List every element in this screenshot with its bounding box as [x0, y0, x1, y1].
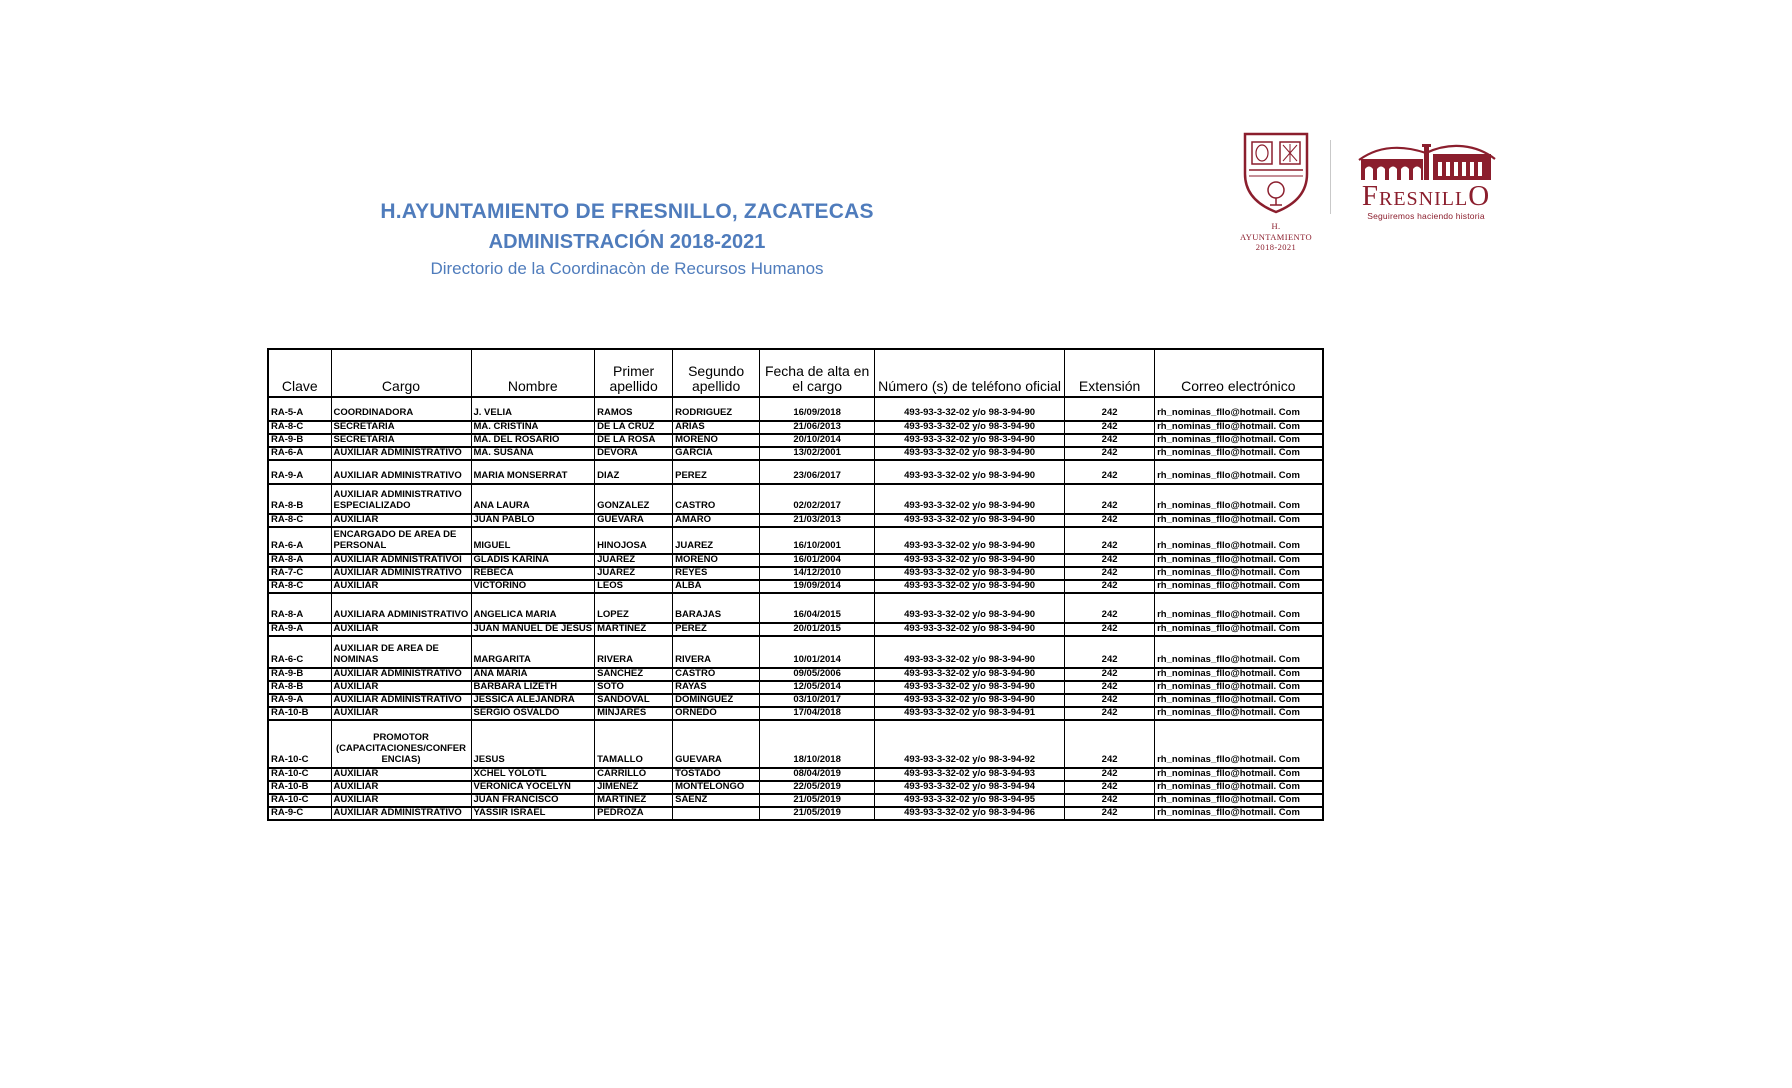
table-cell: ANA MARIA [471, 668, 595, 681]
table-cell: JUAN MANUEL DE JESUS [471, 623, 595, 636]
table-cell: 493-93-3-32-02 y/o 98-3-94-90 [875, 623, 1065, 636]
table-cell: rh_nominas_fllo@hotmail. Com [1155, 580, 1323, 593]
table-cell: MARTINEZ [595, 794, 673, 807]
crest-shield-icon [1237, 130, 1315, 216]
crest-caption-line1: H. AYUNTAMIENTO [1239, 221, 1313, 242]
table-cell: 493-93-3-32-02 y/o 98-3-94-93 [875, 768, 1065, 781]
column-header-correo: Correo electrónico [1155, 349, 1323, 397]
table-row [268, 567, 1323, 580]
table-cell: 13/02/2001 [760, 447, 875, 460]
table-cell: 493-93-3-32-02 y/o 98-3-94-90 [875, 593, 1065, 623]
table-cell: REYES [673, 567, 760, 580]
table-row [268, 707, 1323, 720]
table-cell: 242 [1065, 668, 1155, 681]
table-cell: AUXILIAR [331, 768, 471, 781]
table-cell: 21/06/2013 [760, 421, 875, 434]
table-cell: GUEVARA [595, 514, 673, 527]
table-cell: 493-93-3-32-02 y/o 98-3-94-90 [875, 447, 1065, 460]
table-cell: 02/02/2017 [760, 484, 875, 514]
table-cell: CASTRO [673, 484, 760, 514]
page-subtitle-administration: ADMINISTRACIÓN 2018-2021 [488, 231, 766, 253]
wordmark-first-letter: F [1361, 180, 1379, 212]
wordmark-middle: RESNILL [1378, 188, 1469, 210]
table-cell: RA-6-C [268, 636, 331, 668]
table-cell: AUXILIAR [331, 707, 471, 720]
table-cell: DIAZ [595, 460, 673, 484]
table-row [268, 668, 1323, 681]
crest-caption-line2: 2018-2021 [1255, 242, 1297, 253]
page-title: H.AYUNTAMIENTO DE FRESNILLO, ZACATECAS [380, 200, 874, 223]
table-cell: MA. DEL ROSARIO [471, 434, 595, 447]
table-cell: MARGARITA [471, 636, 595, 668]
table-cell: ALBA [673, 580, 760, 593]
table-cell: REBECA [471, 567, 595, 580]
table-row [268, 694, 1323, 707]
table-header-row [268, 349, 1323, 397]
table-cell: 14/12/2010 [760, 567, 875, 580]
logo-divider [1330, 140, 1331, 214]
table-cell: 242 [1065, 447, 1155, 460]
table-cell: HINOJOSA [595, 527, 673, 554]
table-cell: GUEVARA [673, 720, 760, 768]
table-cell: COORDINADORA [331, 397, 471, 421]
table-cell: AUXILIAR ADMINISTRATIVO [331, 668, 471, 681]
table-cell: RA-9-C [268, 807, 331, 820]
table-cell: MORENO [673, 434, 760, 447]
table-cell: 242 [1065, 460, 1155, 484]
table-cell: 493-93-3-32-02 y/o 98-3-94-90 [875, 397, 1065, 421]
table-cell: MINJARES [595, 707, 673, 720]
table-cell: rh_nominas_fllo@hotmail. Com [1155, 794, 1323, 807]
table-cell: rh_nominas_fllo@hotmail. Com [1155, 460, 1323, 484]
table-cell: SOTO [595, 681, 673, 694]
table-cell: rh_nominas_fllo@hotmail. Com [1155, 694, 1323, 707]
table-cell: 493-93-3-32-02 y/o 98-3-94-90 [875, 636, 1065, 668]
table-cell: RA-10-B [268, 707, 331, 720]
table-row [268, 447, 1323, 460]
table-cell: rh_nominas_fllo@hotmail. Com [1155, 807, 1323, 820]
table-cell: 493-93-3-32-02 y/o 98-3-94-94 [875, 781, 1065, 794]
table-cell: 21/05/2019 [760, 807, 875, 820]
page-subtitle-directory: Directorio de la Coordinacòn de Recursos Humanos [430, 259, 824, 278]
table-cell: rh_nominas_fllo@hotmail. Com [1155, 781, 1323, 794]
table-cell: 08/04/2019 [760, 768, 875, 781]
table-cell: AUXILIAR ADMINISTRATIVO [331, 460, 471, 484]
table-cell: RA-10-C [268, 768, 331, 781]
table-cell: 242 [1065, 807, 1155, 820]
table-cell: 242 [1065, 514, 1155, 527]
table-cell: LEOS [595, 580, 673, 593]
table-cell: BARAJAS [673, 593, 760, 623]
table-cell: AUXILIAR ADMINISTRATIVO [331, 567, 471, 580]
table-cell: ARIAS [673, 421, 760, 434]
table-cell: rh_nominas_fllo@hotmail. Com [1155, 397, 1323, 421]
table-cell: MARIA MONSERRAT [471, 460, 595, 484]
fresnillo-wordmark [1352, 180, 1500, 212]
table-cell: RA-8-B [268, 484, 331, 514]
table-cell: 242 [1065, 580, 1155, 593]
table-cell: AUXILIAR DE AREA DE NOMINAS [331, 636, 471, 668]
table-cell: rh_nominas_fllo@hotmail. Com [1155, 421, 1323, 434]
table-cell: JUAN FRANCISCO [471, 794, 595, 807]
table-cell: SAENZ [673, 794, 760, 807]
table-cell: rh_nominas_fllo@hotmail. Com [1155, 707, 1323, 720]
table-cell: RODRIGUEZ [673, 397, 760, 421]
document-header [267, 200, 987, 279]
table-cell: 16/09/2018 [760, 397, 875, 421]
table-cell: 20/01/2015 [760, 623, 875, 636]
municipal-crest-logo [1236, 130, 1316, 253]
table-cell: MONTELONGO [673, 781, 760, 794]
column-header-fecha-alta: Fecha de alta en el cargo [760, 349, 875, 397]
table-cell: 493-93-3-32-02 y/o 98-3-94-95 [875, 794, 1065, 807]
fresnillo-tagline: Seguiremos haciendo historia [1367, 211, 1485, 221]
table-cell: RA-10-C [268, 794, 331, 807]
table-cell: 242 [1065, 707, 1155, 720]
table-cell: RA-6-A [268, 447, 331, 460]
table-cell: MA. CRISTINA [471, 421, 595, 434]
table-row [268, 484, 1323, 514]
table-row [268, 554, 1323, 567]
table-row [268, 681, 1323, 694]
table-cell: 493-93-3-32-02 y/o 98-3-94-90 [875, 484, 1065, 514]
table-cell: AUXILIARA ADMINISTRATIVO [331, 593, 471, 623]
table-cell: CASTRO [673, 668, 760, 681]
table-cell: DEVORA [595, 447, 673, 460]
table-cell: 493-93-3-32-02 y/o 98-3-94-90 [875, 554, 1065, 567]
table-cell: RA-6-A [268, 527, 331, 554]
table-cell: 493-93-3-32-02 y/o 98-3-94-91 [875, 707, 1065, 720]
table-cell: 242 [1065, 527, 1155, 554]
table-cell: 242 [1065, 768, 1155, 781]
table-cell: PEREZ [673, 460, 760, 484]
table-cell: JUAN PABLO [471, 514, 595, 527]
fresnillo-logo [1352, 138, 1500, 221]
table-cell: 242 [1065, 623, 1155, 636]
table-cell: JESUS [471, 720, 595, 768]
table-cell: 17/04/2018 [760, 707, 875, 720]
table-row [268, 397, 1323, 421]
table-cell: 242 [1065, 397, 1155, 421]
table-cell: DE LA CRUZ [595, 421, 673, 434]
table-cell: GARCIA [673, 447, 760, 460]
table-cell: 09/05/2006 [760, 668, 875, 681]
table-cell: SECRETARIA [331, 434, 471, 447]
table-cell: AUXILIAR ADMINISTRATIVO [331, 447, 471, 460]
table-cell: RA-7-C [268, 567, 331, 580]
table-cell: AMARO [673, 514, 760, 527]
table-cell: RAYAS [673, 681, 760, 694]
table-row [268, 527, 1323, 554]
table-cell: RA-9-A [268, 623, 331, 636]
table-cell: rh_nominas_fllo@hotmail. Com [1155, 434, 1323, 447]
table-cell: 242 [1065, 636, 1155, 668]
table-cell: AUXILIAR [331, 580, 471, 593]
table-cell: AUXILIAR [331, 681, 471, 694]
column-header-telefono: Número (s) de teléfono oficial [875, 349, 1065, 397]
column-header-clave: Clave [268, 349, 331, 397]
table-cell: RA-10-B [268, 781, 331, 794]
table-row [268, 636, 1323, 668]
table-cell: 493-93-3-32-02 y/o 98-3-94-90 [875, 434, 1065, 447]
table-cell: 242 [1065, 421, 1155, 434]
table-cell: rh_nominas_fllo@hotmail. Com [1155, 514, 1323, 527]
table-cell: PEREZ [673, 623, 760, 636]
table-cell: 493-93-3-32-02 y/o 98-3-94-90 [875, 567, 1065, 580]
table-cell: VICTORINO [471, 580, 595, 593]
table-cell: rh_nominas_fllo@hotmail. Com [1155, 593, 1323, 623]
table-cell: JUAREZ [595, 567, 673, 580]
wordmark-last-letter: O [1468, 180, 1491, 212]
directory-table-container [267, 348, 1324, 821]
column-header-extension: Extensión [1065, 349, 1155, 397]
table-cell: rh_nominas_fllo@hotmail. Com [1155, 567, 1323, 580]
table-cell: ENCARGADO DE AREA DE PERSONAL [331, 527, 471, 554]
table-cell: RA-8-B [268, 681, 331, 694]
table-cell: 493-93-3-32-02 y/o 98-3-94-96 [875, 807, 1065, 820]
table-cell: 12/05/2014 [760, 681, 875, 694]
table-cell: GLADIS KARINA [471, 554, 595, 567]
directory-table [267, 348, 1324, 821]
table-cell: LOPEZ [595, 593, 673, 623]
table-cell: SERGIO OSVALDO [471, 707, 595, 720]
table-cell: 19/09/2014 [760, 580, 875, 593]
table-cell: RA-8-A [268, 593, 331, 623]
table-cell: VERONICA YOCELYN [471, 781, 595, 794]
table-cell: rh_nominas_fllo@hotmail. Com [1155, 623, 1323, 636]
table-cell: 242 [1065, 593, 1155, 623]
table-row [268, 807, 1323, 820]
table-row [268, 421, 1323, 434]
table-cell: SANCHEZ [595, 668, 673, 681]
table-cell: SANDOVAL [595, 694, 673, 707]
table-cell: 22/05/2019 [760, 781, 875, 794]
table-cell: RA-9-B [268, 668, 331, 681]
table-cell: AUXILIAR ADMINISTRATIVO [331, 694, 471, 707]
table-row [268, 460, 1323, 484]
table-cell: MORENO [673, 554, 760, 567]
table-cell: RA-9-A [268, 460, 331, 484]
table-cell: DOMINGUEZ [673, 694, 760, 707]
table-cell: 493-93-3-32-02 y/o 98-3-94-90 [875, 421, 1065, 434]
table-cell: RA-5-A [268, 397, 331, 421]
table-cell: 21/03/2013 [760, 514, 875, 527]
table-row [268, 794, 1323, 807]
table-cell: rh_nominas_fllo@hotmail. Com [1155, 720, 1323, 768]
table-row [268, 434, 1323, 447]
table-cell: rh_nominas_fllo@hotmail. Com [1155, 768, 1323, 781]
table-cell: JESSICA ALEJANDRA [471, 694, 595, 707]
table-cell: PEDROZA [595, 807, 673, 820]
table-cell: 493-93-3-32-02 y/o 98-3-94-92 [875, 720, 1065, 768]
table-cell: 21/05/2019 [760, 794, 875, 807]
directory-table-body [268, 397, 1323, 820]
table-row [268, 768, 1323, 781]
column-header-cargo: Cargo [331, 349, 471, 397]
table-cell: 493-93-3-32-02 y/o 98-3-94-90 [875, 514, 1065, 527]
table-cell: RA-10-C [268, 720, 331, 768]
table-cell: 18/10/2018 [760, 720, 875, 768]
table-cell: YASSIR ISRAEL [471, 807, 595, 820]
table-cell: ANGELICA MARIA [471, 593, 595, 623]
table-cell: 493-93-3-32-02 y/o 98-3-94-90 [875, 580, 1065, 593]
table-cell: RA-8-C [268, 514, 331, 527]
table-cell: RA-9-A [268, 694, 331, 707]
column-header-nombre: Nombre [471, 349, 595, 397]
table-cell: RA-9-B [268, 434, 331, 447]
table-cell: 493-93-3-32-02 y/o 98-3-94-90 [875, 681, 1065, 694]
table-cell: RA-8-C [268, 421, 331, 434]
table-cell [673, 807, 760, 820]
table-cell: MA. SUSANA [471, 447, 595, 460]
table-cell: rh_nominas_fllo@hotmail. Com [1155, 447, 1323, 460]
table-cell: AUXILIAR [331, 623, 471, 636]
table-cell: 242 [1065, 794, 1155, 807]
table-cell: MIGUEL [471, 527, 595, 554]
table-cell: 16/04/2015 [760, 593, 875, 623]
table-cell: XCHEL YOLOTL [471, 768, 595, 781]
table-row [268, 623, 1323, 636]
table-cell: RIVERA [595, 636, 673, 668]
table-cell: RAMOS [595, 397, 673, 421]
column-header-segundo-apellido: Segundo apellido [673, 349, 760, 397]
table-cell: GONZALEZ [595, 484, 673, 514]
table-cell: J. VELIA [471, 397, 595, 421]
table-cell: 242 [1065, 434, 1155, 447]
table-cell: 242 [1065, 781, 1155, 794]
table-cell: ORNEDO [673, 707, 760, 720]
table-cell: 493-93-3-32-02 y/o 98-3-94-90 [875, 668, 1065, 681]
fresnillo-skyline-icon [1353, 138, 1499, 180]
table-cell: 493-93-3-32-02 y/o 98-3-94-90 [875, 694, 1065, 707]
table-row [268, 720, 1323, 768]
table-cell: BARBARA LIZETH [471, 681, 595, 694]
table-cell: rh_nominas_fllo@hotmail. Com [1155, 636, 1323, 668]
table-row [268, 593, 1323, 623]
table-cell: SECRETARIA [331, 421, 471, 434]
table-cell: RIVERA [673, 636, 760, 668]
table-cell: rh_nominas_fllo@hotmail. Com [1155, 527, 1323, 554]
table-cell: 242 [1065, 720, 1155, 768]
table-cell: JUAREZ [673, 527, 760, 554]
table-row [268, 514, 1323, 527]
table-cell: TAMALLO [595, 720, 673, 768]
table-row [268, 580, 1323, 593]
column-header-primer-apellido: Primer apellido [595, 349, 673, 397]
table-cell: RA-8-A [268, 554, 331, 567]
table-cell: 493-93-3-32-02 y/o 98-3-94-90 [875, 527, 1065, 554]
table-cell: 242 [1065, 567, 1155, 580]
table-cell: 242 [1065, 681, 1155, 694]
table-cell: rh_nominas_fllo@hotmail. Com [1155, 554, 1323, 567]
table-cell: 493-93-3-32-02 y/o 98-3-94-90 [875, 460, 1065, 484]
table-cell: RA-8-C [268, 580, 331, 593]
table-cell: AUXILIAR [331, 794, 471, 807]
table-cell: AUXILIAR [331, 514, 471, 527]
table-cell: 23/06/2017 [760, 460, 875, 484]
table-cell: JUAREZ [595, 554, 673, 567]
table-cell: ANA LAURA [471, 484, 595, 514]
table-cell: AUXILIAR [331, 781, 471, 794]
table-cell: TOSTADO [673, 768, 760, 781]
table-cell: 10/01/2014 [760, 636, 875, 668]
table-cell: MARTINEZ [595, 623, 673, 636]
table-cell: 242 [1065, 484, 1155, 514]
table-cell: rh_nominas_fllo@hotmail. Com [1155, 668, 1323, 681]
table-cell: 16/01/2004 [760, 554, 875, 567]
table-cell: 03/10/2017 [760, 694, 875, 707]
table-cell: DE LA ROSA [595, 434, 673, 447]
table-row [268, 781, 1323, 794]
table-cell: CARRILLO [595, 768, 673, 781]
table-cell: 242 [1065, 694, 1155, 707]
table-cell: AUXILIAR ADMNISTRATIVOI [331, 554, 471, 567]
table-cell: PROMOTOR (CAPACITACIONES/CONFERENCIAS) [331, 720, 471, 768]
table-cell: JIMENEZ [595, 781, 673, 794]
table-cell: rh_nominas_fllo@hotmail. Com [1155, 681, 1323, 694]
table-cell: 16/10/2001 [760, 527, 875, 554]
table-cell: 242 [1065, 554, 1155, 567]
table-cell: AUXILIAR ADMINISTRATIVO [331, 807, 471, 820]
table-cell: rh_nominas_fllo@hotmail. Com [1155, 484, 1323, 514]
table-cell: AUXILIAR ADMINISTRATIVO ESPECIALIZADO [331, 484, 471, 514]
table-cell: 20/10/2014 [760, 434, 875, 447]
